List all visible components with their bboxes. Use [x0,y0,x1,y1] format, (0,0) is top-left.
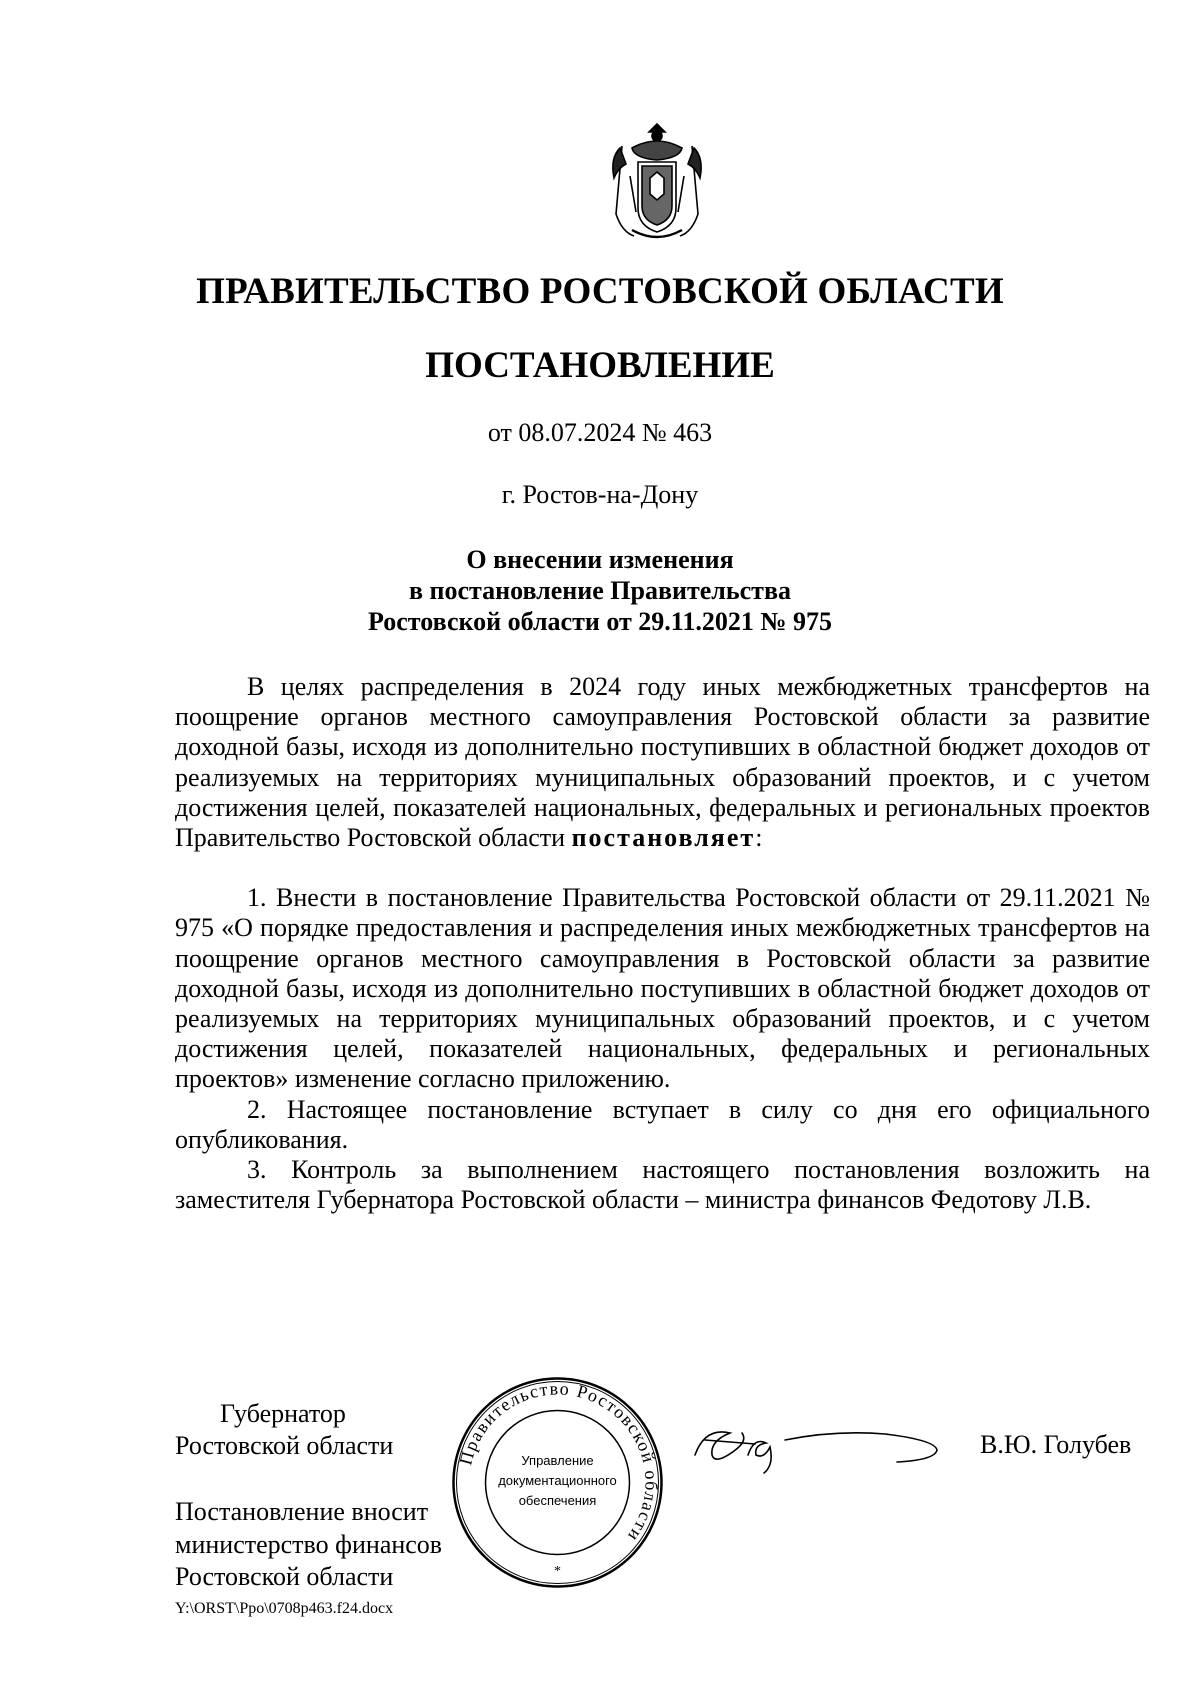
position-line: Ростовской области [175,1431,394,1460]
submitter-block [175,1496,442,1594]
seal-inner-line: Управление [521,1453,594,1468]
document-body [175,672,1150,1215]
document-city: г. Ростов-на-Дону [501,480,699,509]
submitter-line: Постановление вносит [175,1497,429,1526]
position-line: Губернатор [220,1399,346,1428]
official-seal-icon [450,1375,665,1590]
organization-title: ПРАВИТЕЛЬСТВО РОСТОВСКОЙ ОБЛАСТИ [196,271,1004,312]
resolves-colon: : [755,823,763,853]
seal-inner-line: документационного [498,1473,617,1488]
preamble-text: В целях распределения в 2024 году иных межбюджетных трансфертов на поощрение органов местного самоуправления Ростовской области за развитие доходной базы, исходя из дополнительно поступивших в областной бюджет доходов от реализуемых на территориях муниципальных образований проектов, и с учетом достижения целей, показателей национальных, федеральных и региональных проектов Правительство Ростовской области [175,672,1150,853]
seal-star-icon: * [554,1564,561,1579]
subject-line: в постановление Правительства [408,576,791,605]
subject-line: О внесении изменения [466,545,734,574]
document-date-number: от 08.07.2024 № 463 [487,418,713,447]
signatory-name: В.Ю. Голубев [980,1430,1132,1459]
resolves-word: постановляет [571,823,756,853]
handwritten-signature-icon [690,1410,940,1490]
submitter-line: министерство финансов [175,1529,443,1559]
item-paragraph-1: 1. Внести в постановление Правительства Ростовской области от 29.11.2021 № 975 «О порядке предоставления и распределения иных межбюджетных трансфертов на поощрение органов местного самоуправления в Ростовской области за развитие доходной базы, исходя из дополнительно поступивших в областной бюджет доходов от реализуемых на территориях муниципальных образований проектов, и с учетом достижения целей, показателей национальных, федеральных и региональных проектов» изменение согласно приложению. [175,883,1150,1094]
coat-of-arms-icon [602,118,712,246]
file-path: Y:\ORST\Ppo\0708p463.f24.docx [175,1600,394,1617]
subject-line: Ростовской области от 29.11.2021 № 975 [368,607,832,636]
submitter-line: Ростовской области [175,1562,394,1591]
document-subject [0,544,1200,637]
signatory-position [175,1398,393,1462]
item-paragraph-2: 2. Настоящее постановление вступает в силу со дня его официального опубликования. [175,1094,1150,1154]
seal-outer-text: Правительство Ростовской области [455,1378,662,1547]
item-paragraph-3: 3. Контроль за выполнением настоящего постановления возложить на заместителя Губернатора Ростовской области – министра финансов Федотову Л.В. [175,1155,1150,1215]
seal-inner-line: обеспечения [518,1493,597,1508]
document-type: ПОСТАНОВЛЕНИЕ [425,345,775,386]
preamble-paragraph [175,672,1150,853]
